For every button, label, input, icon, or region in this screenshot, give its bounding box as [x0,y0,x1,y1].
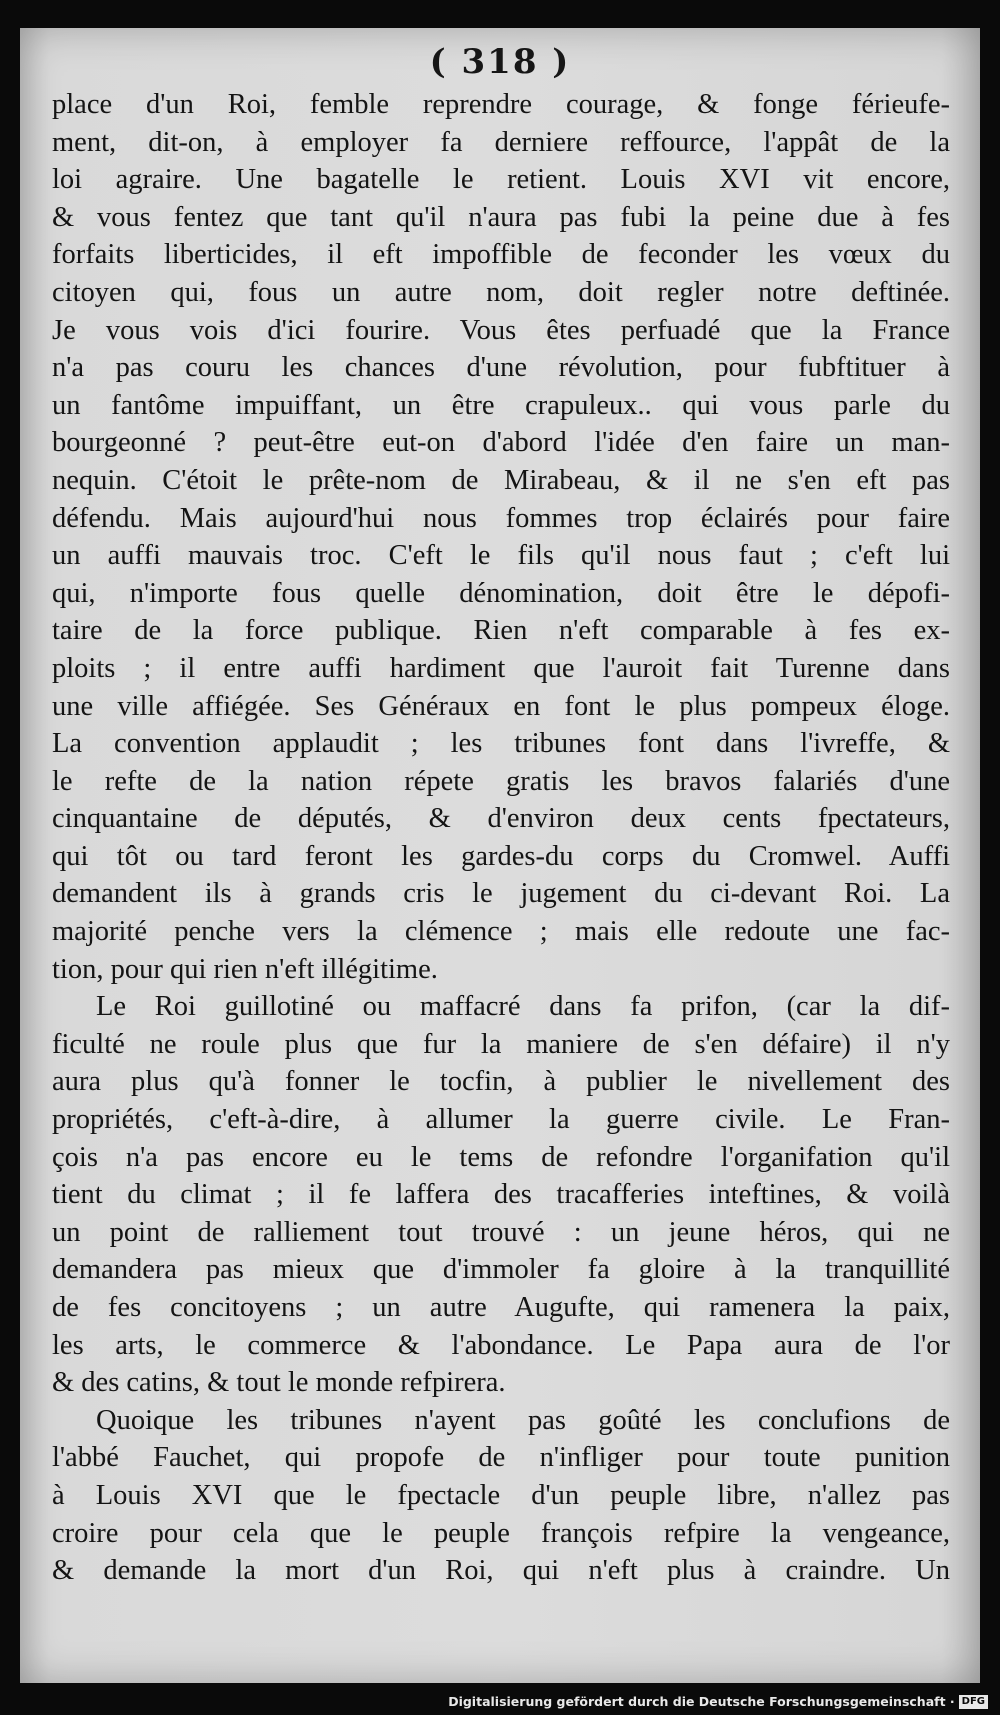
text-line: & vous fentez que tant qu'il n'aura pas fubi la peine due à fes [52,201,950,233]
text-line: nequin. C'étoit le prête-nom de Mirabeau, & il ne s'en eft pas [52,464,950,496]
text-line: citoyen qui, fous un autre nom, doit regler notre deftinée. [52,276,950,308]
text-line: n'a pas couru les chances d'une révolution, pour fubftituer à [52,352,950,384]
text-line: tient du climat ; il fe laffera des tracafferies inteftines, & voilà [52,1179,950,1211]
text-line: un point de ralliement tout trouvé : un jeune héros, qui ne [52,1216,950,1248]
text-line: bourgeonné ? peut-être eut-on d'abord l'idée d'en faire un man- [52,427,950,459]
text-line: Je vous vois d'ici fourire. Vous êtes perfuadé que la France [52,314,950,346]
text-line: l'abbé Fauchet, qui propofe de n'infliger pour toute punition [52,1442,950,1474]
text-line: demandent ils à grands cris le jugement du ci-devant Roi. La [52,878,950,910]
text-line: à Louis XVI que le fpectacle d'un peuple libre, n'allez pas [52,1479,950,1511]
text-line: propriétés, c'eft-à-dire, à allumer la guerre civile. Le Fran- [52,1104,950,1136]
text-line: ment, dit-on, à employer fa derniere reffource, l'appât de la [52,126,950,158]
text-line: çois n'a pas encore eu le tems de refondre l'organifation qu'il [52,1141,950,1173]
text-line: demandera pas mieux que d'immoler fa gloire à la tranquillité [52,1254,950,1286]
text-line: & demande la mort d'un Roi, qui n'eft plus à craindre. Un [52,1555,950,1587]
text-line: ploits ; il entre auffi hardiment que l'auroit fait Turenne dans [52,652,950,684]
digitization-credit [448,1694,988,1709]
text-line: les arts, le commerce & l'abondance. Le Papa aura de l'or [52,1329,950,1361]
text-line: un fantôme impuiffant, un être crapuleux.. qui vous parle du [52,389,950,421]
text-line: de fes concitoyens ; un autre Augufte, qui ramenera la paix, [52,1292,950,1323]
text-line: Le Roi guillotiné ou maffacré dans fa prifon, (car la dif- [96,991,950,1023]
text-line: tion, pour qui rien n'eft illégitime. [52,953,438,985]
text-line: qui, n'importe fous quelle dénomination, doit être le dépofi- [52,577,950,609]
body-text [52,86,950,1590]
text-line: qui tôt ou tard feront les gardes-du corps du Cromwel. Auffi [52,840,950,872]
text-line: forfaits liberticides, il eft impoffible de feconder les vœux du [52,239,950,271]
text-line: ficulté ne roule plus que fur la maniere de s'en défaire) il n'y [52,1028,950,1060]
text-line: place d'un Roi, femble reprendre courage, & fonge férieufe- [52,89,950,120]
text-line: croire pour cela que le peuple françois refpire la vengeance, [52,1517,950,1549]
book-page [20,28,980,1683]
text-line: Quoique les tribunes n'ayent pas goûté les conclufions de [96,1404,950,1436]
page-number: ( 318 ) [429,42,571,82]
text-line: majorité penche vers la clémence ; mais elle redoute une fac- [52,916,950,948]
text-line: aura plus qu'à fonner le tocfin, à publier le nivellement des [52,1066,950,1098]
text-line: défendu. Mais aujourd'hui nous fommes trop éclairés pour faire [52,502,950,534]
text-line: & des catins, & tout le monde refpirera. [52,1367,506,1399]
text-line: La convention applaudit ; les tribunes font dans l'ivreffe, & [52,728,950,760]
text-line: taire de la force publique. Rien n'eft comparable à fes ex- [52,615,950,647]
credit-text: Digitalisierung gefördert durch die Deutsche Forschungsgemeinschaft · [448,1694,955,1709]
text-line: le refte de la nation répete gratis les bravos falariés d'une [52,765,950,797]
text-line: un auffi mauvais troc. C'eft le fils qu'il nous faut ; c'eft lui [52,540,950,572]
text-line: cinquantaine de députés, & d'environ deux cents fpectateurs, [52,803,950,835]
text-line: une ville affiégée. Ses Généraux en font le plus pompeux éloge. [52,690,950,722]
text-line: loi agraire. Une bagatelle le retient. Louis XVI vit encore, [52,164,950,196]
dfg-logo-icon: DFG [959,1695,988,1709]
